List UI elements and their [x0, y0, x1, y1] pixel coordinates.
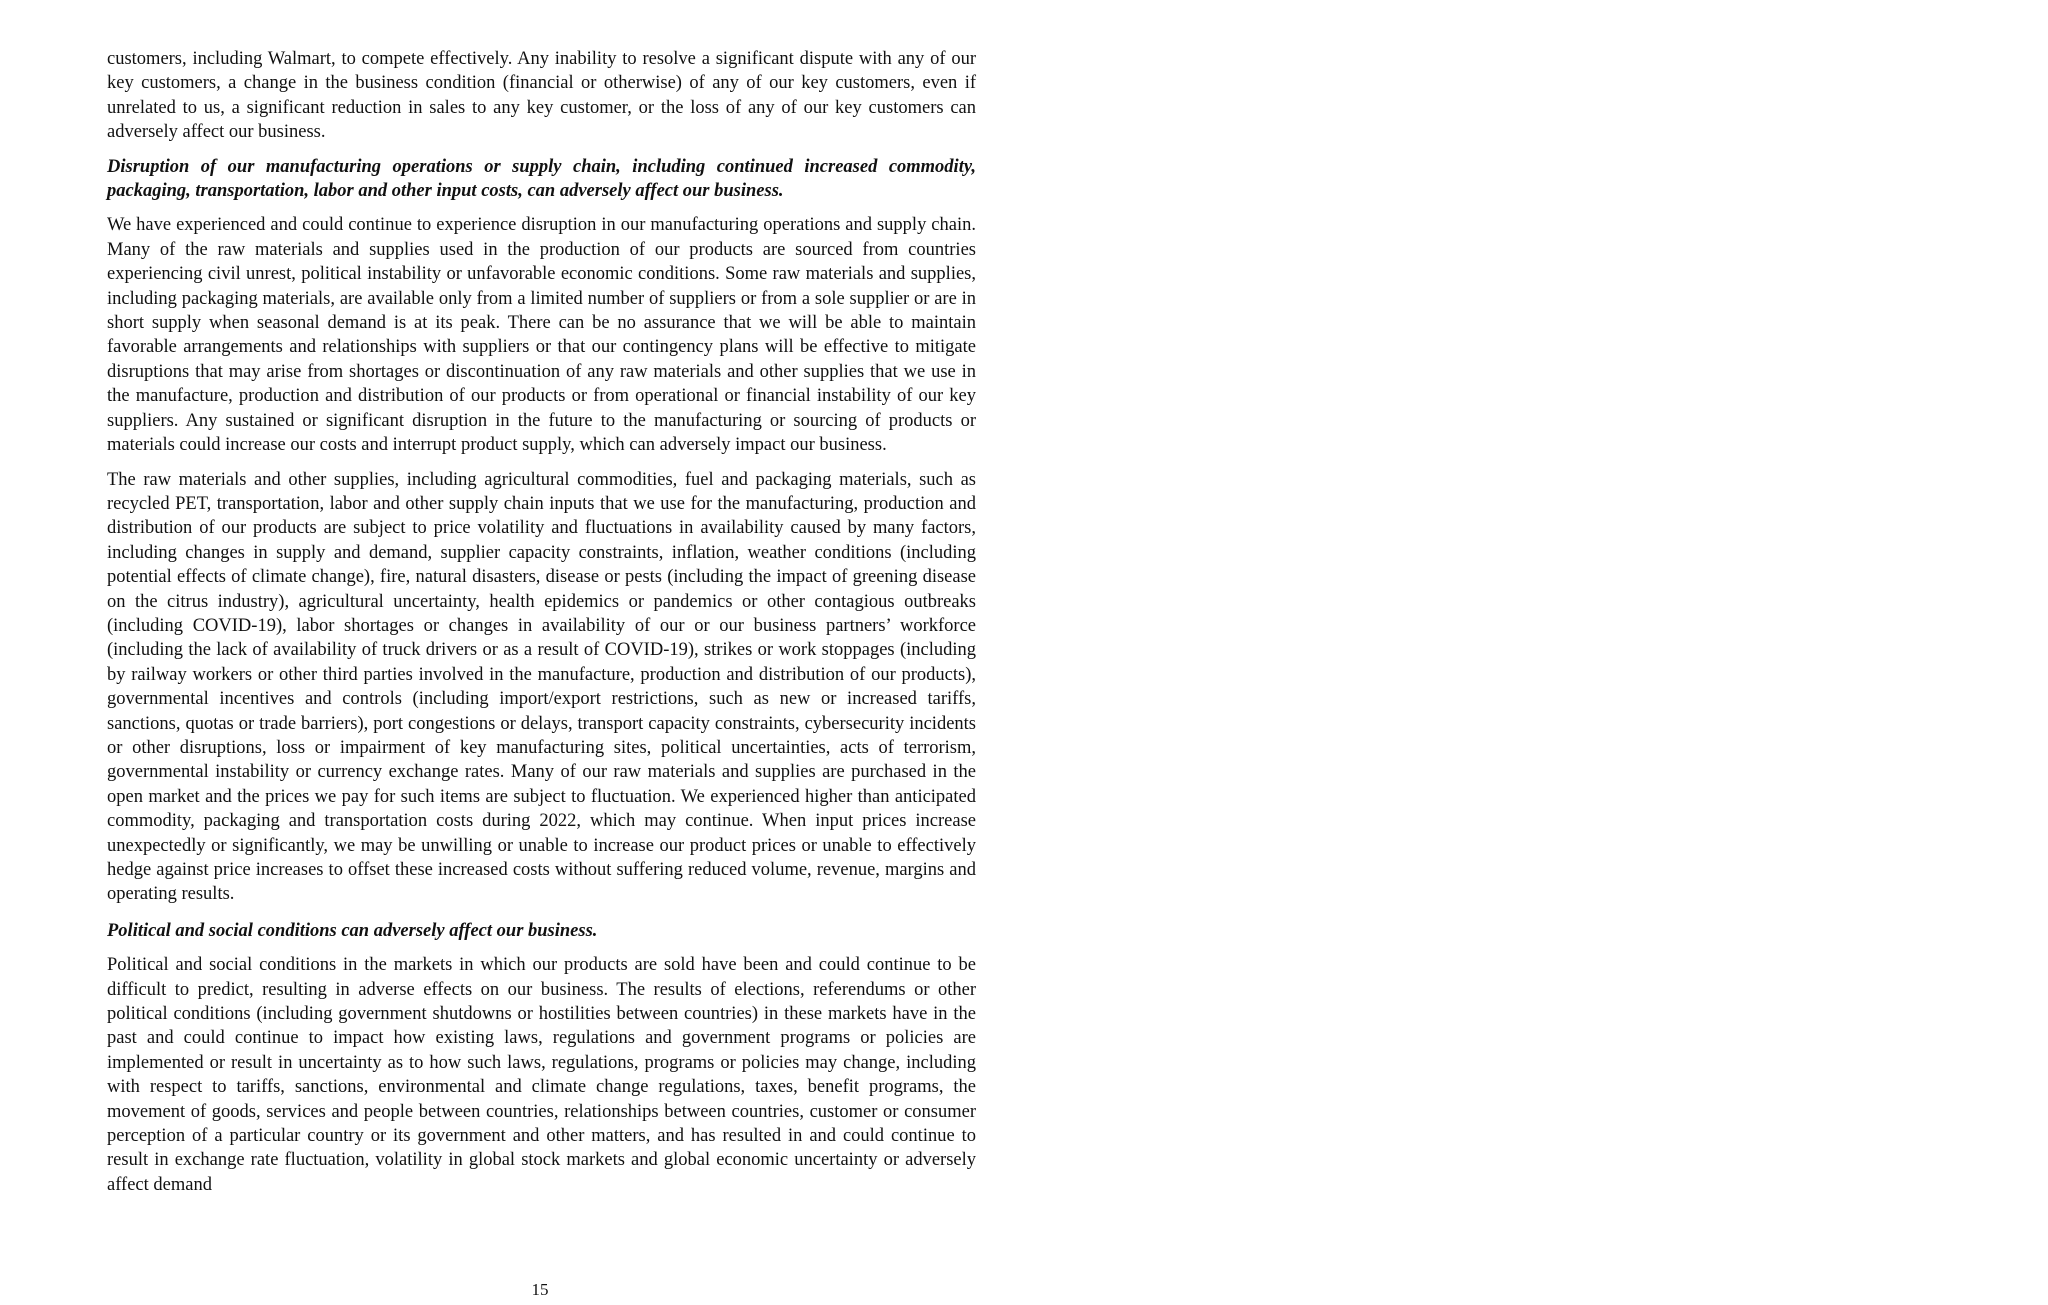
paragraph-key-customers: customers, including Walmart, to compete effectively. Any inability to resolve a significant dispute with any of our key customers, a change in the business condition (financial or otherwise) of any of our key customers, even if unrelated to us, a significant reduction in sales to any key customer, or the loss of any of our key customers can adversely affect our business. — [107, 49, 976, 143]
page-number: 15 — [531, 1280, 549, 1299]
heading-political-social-conditions: Political and social conditions can adversely affect our business. — [107, 920, 598, 941]
paragraph-political-conditions: Political and social conditions in the markets in which our products are sold have been and could continue to be difficult to predict, resulting in adverse effects on our business. The results of elections, referendums or other political conditions (including government shutdowns or hostilities between countries) in these markets have in the past and could continue to impact how existing laws, regulations and government programs or policies are implemented or result in uncertainty as to how such laws, regulations, programs or policies may change, including with respect to tariffs, sanctions, environmental and climate change regulations, taxes, benefit programs, the movement of goods, services and people between countries, relationships between countries, customer or consumer perception of a particular country or its government and other matters, and has resulted in and could continue to result in exchange rate fluctuation, volatility in global stock markets and global economic uncertainty or adversely affect demand — [107, 955, 976, 1195]
paragraph-raw-materials-costs: The raw materials and other supplies, including agricultural commodities, fuel and packaging materials, such as recycled PET, transportation, labor and other supply chain inputs that we use for the manufacturing, production and distribution of our products are subject to price volatility and fluctuations in availability caused by many factors, including changes in supply and demand, supplier capacity constraints, inflation, weather conditions (including potential effects of climate change), fire, natural disasters, disease or pests (including the impact of greening disease on the citrus industry), agricultural uncertainty, health epidemics or pandemics or other contagious outbreaks (including COVID-19), labor shortages or changes in availability of our or our business partners’ workforce (including the lack of availability of truck drivers or as a result of COVID-19), strikes or work stoppages (including by railway workers or other third parties involved in the manufacture, production and distribution of our products), governmental incentives and controls (including import/export restrictions, such as new or increased tariffs, sanctions, quotas or trade barriers), port congestions or delays, transport capacity constraints, cybersecurity incidents or other disruptions, loss or impairment of key manufacturing sites, political uncertainties, acts of terrorism, governmental instability or currency exchange rates. Many of our raw materials and supplies are purchased in the open market and the prices we pay for such items are subject to fluctuation. We experienced higher than anticipated commodity, packaging and transportation costs during 2022, which may continue. When input prices increase unexpectedly or significantly, we may be unwilling or unable to increase our product prices or unable to effectively hedge against price increases to offset these increased costs without suffering reduced volume, revenue, margins and operating results. — [107, 469, 976, 905]
document-body — [107, 47, 976, 1197]
heading-supply-chain-disruption: Disruption of our manufacturing operations or supply chain, including continued increased commodity, packaging, transportation, labor and other input costs, can adversely affect our business. — [107, 156, 976, 202]
paragraph-manufacturing-disruption: We have experienced and could continue to experience disruption in our manufacturing operations and supply chain. Many of the raw materials and supplies used in the production of our products are sourced from countries experiencing civil unrest, political instability or unfavorable economic conditions. Some raw materials and supplies, including packaging materials, are available only from a limited number of suppliers or from a sole supplier or are in short supply when seasonal demand is at its peak. There can be no assurance that we will be able to maintain favorable arrangements and relationships with suppliers or that our contingency plans will be effective to mitigate disruptions that may arise from shortages or discontinuation of any raw materials and other supplies that we use in the manufacture, production and distribution of our products or from operational or financial instability of our key suppliers. Any sustained or significant disruption in the future to the manufacturing or sourcing of products or materials could increase our costs and interrupt product supply, which can adversely impact our business. — [107, 215, 976, 456]
